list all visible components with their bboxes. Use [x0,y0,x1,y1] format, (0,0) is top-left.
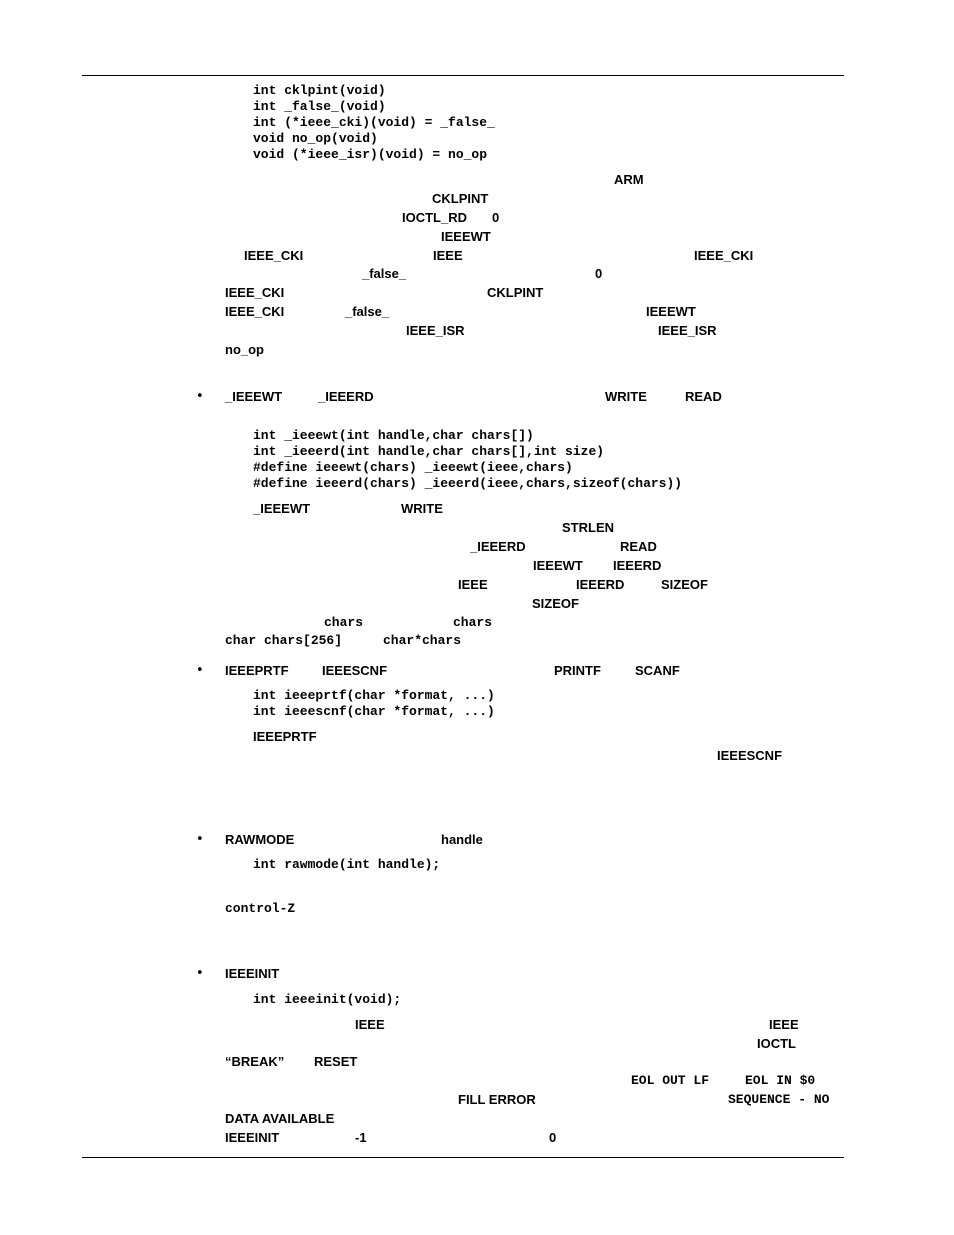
code-line: int ieeeinit(void); [253,992,402,1007]
keyword-ieee-cki: IEEE_CKI [225,285,285,300]
keyword-read: READ [620,539,657,554]
code-line: int (*ieee_cki)(void) = _false_ [253,115,495,130]
keyword-ieeewt: _IEEEWT [253,501,311,516]
keyword-read: READ [685,389,722,404]
keyword-ieee-isr: IEEE_ISR [658,323,717,338]
keyword-chars: chars [453,615,493,630]
keyword-scanf: SCANF [635,663,680,678]
keyword-ieeeinit: IEEEINIT [225,1130,280,1145]
keyword-ieeewt: IEEEWT [533,558,583,573]
keyword-sizeof: SIZEOF [661,577,708,592]
keyword-write: WRITE [605,389,647,404]
keyword-ieeeinit: IEEEINIT [225,966,280,981]
keyword-sequence-no: SEQUENCE - NO [728,1092,830,1107]
keyword-sizeof: SIZEOF [532,596,579,611]
keyword-ieeerd: _IEEERD [318,389,374,404]
keyword-chars: chars [324,615,364,630]
keyword-ieeewt: IEEEWT [441,229,491,244]
keyword-ieeerd: _IEEERD [470,539,526,554]
keyword-printf: PRINTF [554,663,601,678]
keyword-data-available: DATA AVAILABLE [225,1111,335,1126]
keyword-rawmode: RAWMODE [225,832,295,847]
code-line: int cklpint(void) [253,83,386,98]
code-line: int _false_(void) [253,99,386,114]
bullet-icon: • [196,966,204,981]
code-line: void (*ieee_isr)(void) = no_op [253,147,488,162]
code-line: int rawmode(int handle); [253,857,441,872]
keyword-ieee: IEEE [355,1017,385,1032]
keyword-eol-out: EOL OUT LF [631,1073,710,1088]
keyword-zero: 0 [595,266,603,281]
keyword-ieee-cki: IEEE_CKI [244,248,304,263]
keyword-zero: 0 [549,1130,557,1145]
keyword-ieeescnf: IEEESCNF [322,663,388,678]
keyword-false: _false_ [362,266,407,281]
header-rule [82,75,844,76]
keyword-ieeeprtf: IEEEPRTF [253,729,317,744]
pointer-declaration: char*chars [383,633,462,648]
bullet-icon: • [196,389,204,404]
keyword-ieee: IEEE [458,577,488,592]
code-line: int _ieeerd(int handle,char chars[],int size) [253,444,605,459]
keyword-cklpint: CKLPINT [432,191,489,206]
code-line: #define ieeewt(chars) _ieeewt(ieee,chars) [253,460,573,475]
keyword-strlen: STRLEN [562,520,614,535]
bullet-icon: • [196,832,204,847]
keyword-arm: ARM [614,172,644,187]
keyword-ieeewt: _IEEEWT [225,389,283,404]
keyword-ieeerd: IEEERD [576,577,625,592]
keyword-control-z: control-Z [225,901,296,916]
keyword-ieee-isr: IEEE_ISR [406,323,465,338]
keyword-no-op: no_op [225,342,264,357]
keyword-ieee: IEEE [433,248,463,263]
keyword-reset: RESET [314,1054,358,1069]
keyword-eol-in: EOL IN $0 [745,1073,816,1088]
keyword-handle: handle [441,832,483,847]
code-line: #define ieeerd(chars) _ieeerd(ieee,chars,sizeof(chars)) [253,476,683,491]
array-declaration: char chars[256] [225,633,343,648]
keyword-cklpint: CKLPINT [487,285,544,300]
keyword-ieeerd: IEEERD [613,558,662,573]
keyword-fill-error: FILL ERROR [458,1092,536,1107]
code-line: int ieeescnf(char *format, ...) [253,704,495,719]
keyword-ieeescnf: IEEESCNF [717,748,783,763]
keyword-write: WRITE [401,501,443,516]
keyword-ieee-cki: IEEE_CKI [694,248,754,263]
bullet-icon: • [196,663,204,678]
keyword-false: _false_ [345,304,390,319]
keyword-ieeeprtf: IEEEPRTF [225,663,289,678]
keyword-ieeewt: IEEEWT [646,304,696,319]
keyword-break: “BREAK” [225,1054,285,1069]
keyword-zero: 0 [492,210,500,225]
keyword-ioctl-rd: IOCTL_RD [402,210,467,225]
keyword-ioctl: IOCTL [757,1036,796,1051]
keyword-neg-one: -1 [355,1130,367,1145]
footer-rule [82,1157,844,1158]
code-line: int ieeeprtf(char *format, ...) [253,688,495,703]
keyword-ieee: IEEE [769,1017,799,1032]
keyword-ieee-cki: IEEE_CKI [225,304,285,319]
code-line: int _ieeewt(int handle,char chars[]) [253,428,534,443]
code-line: void no_op(void) [253,131,378,146]
